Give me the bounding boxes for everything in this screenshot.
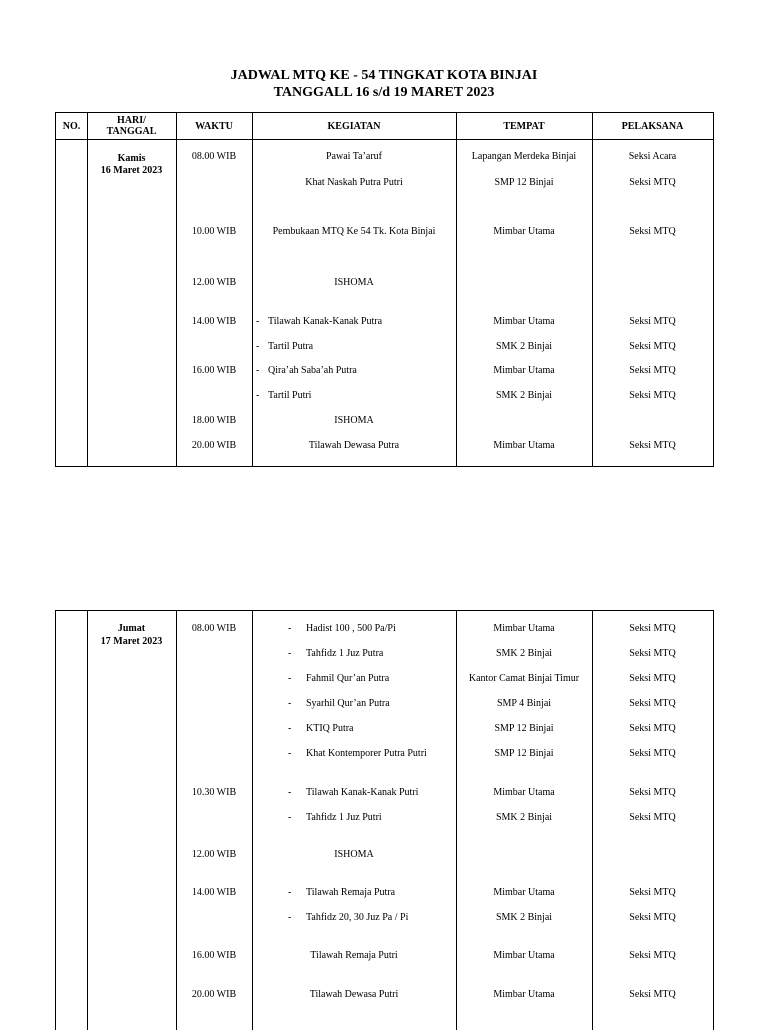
column-divider — [176, 113, 177, 466]
organizer-cell: Seksi MTQ — [629, 989, 676, 1000]
place-cell: SMK 2 Binjai — [495, 648, 553, 659]
organizer-cell: Seksi MTQ — [629, 648, 676, 659]
bullet-dash: - — [288, 723, 292, 734]
document-subtitle: TANGGALL 16 s/d 19 MARET 2023 — [273, 85, 495, 100]
schedule-table-day1 — [55, 112, 714, 467]
header-waktu: WAKTU — [195, 121, 233, 132]
activity-cell: Tilawah Remaja Putra — [306, 887, 396, 898]
activity-cell: Tahfidz 1 Juz Putra — [306, 648, 384, 659]
place-cell: SMK 2 Binjai — [495, 812, 553, 823]
time-cell: 14.00 WIB — [191, 316, 237, 327]
place-cell: Mimbar Utama — [493, 787, 555, 798]
organizer-cell: Seksi MTQ — [629, 365, 676, 376]
place-cell: SMP 12 Binjai — [494, 723, 554, 734]
organizer-cell: Seksi MTQ — [629, 748, 676, 759]
organizer-cell: Seksi MTQ — [629, 390, 676, 401]
place-cell: Mimbar Utama — [493, 226, 555, 237]
place-cell: Mimbar Utama — [493, 440, 555, 451]
organizer-cell: Seksi MTQ — [629, 177, 676, 188]
place-cell: Kantor Camat Binjai Timur — [468, 673, 580, 684]
place-cell: SMP 12 Binjai — [494, 748, 554, 759]
day-name: Kamis — [117, 153, 146, 164]
place-cell: SMK 2 Binjai — [495, 390, 553, 401]
bullet-dash: - — [288, 623, 292, 634]
column-divider — [592, 113, 593, 466]
organizer-cell: Seksi MTQ — [629, 440, 676, 451]
activity-cell: Khat Kontemporer Putra Putri — [306, 748, 427, 759]
bullet-dash: - — [256, 341, 260, 352]
activity-cell: Tartil Putri — [268, 390, 312, 401]
bullet-dash: - — [288, 648, 292, 659]
activity-cell: Tahfidz 20, 30 Juz Pa / Pi — [306, 912, 409, 923]
schedule-table-day2 — [55, 610, 714, 1030]
column-divider — [456, 113, 457, 466]
bullet-dash: - — [256, 390, 260, 401]
organizer-cell: Seksi MTQ — [629, 950, 676, 961]
organizer-cell: Seksi MTQ — [629, 341, 676, 352]
bullet-dash: - — [288, 812, 292, 823]
activity-cell: Qira’ah Saba’ah Putra — [268, 365, 357, 376]
header-tempat: TEMPAT — [503, 121, 545, 132]
bullet-dash: - — [288, 673, 292, 684]
day-name: Jumat — [117, 623, 146, 634]
time-cell: 20.00 WIB — [191, 989, 237, 1000]
place-cell: SMP 4 Binjai — [496, 698, 552, 709]
activity-cell: Hadist 100 , 500 Pa/Pi — [306, 623, 396, 634]
activity-cell: Tilawah Kanak-Kanak Putra — [268, 316, 383, 327]
bullet-dash: - — [288, 748, 292, 759]
time-cell: 20.00 WIB — [191, 440, 237, 451]
time-cell: 12.00 WIB — [191, 849, 237, 860]
header-kegiatan: KEGIATAN — [327, 121, 381, 132]
bullet-dash: - — [288, 912, 292, 923]
activity-cell: Tilawah Kanak-Kanak Putri — [306, 787, 419, 798]
place-cell: SMK 2 Binjai — [495, 341, 553, 352]
place-cell: Mimbar Utama — [493, 950, 555, 961]
column-divider — [87, 611, 88, 1030]
organizer-cell: Seksi Acara — [628, 151, 677, 162]
bullet-dash: - — [288, 698, 292, 709]
organizer-cell: Seksi MTQ — [629, 623, 676, 634]
day-date: 16 Maret 2023 — [100, 165, 163, 176]
activity-cell: ISHOMA — [334, 277, 374, 288]
place-cell: Mimbar Utama — [493, 316, 555, 327]
activity-cell: Tilawah Dewasa Putri — [309, 989, 399, 1000]
header-hari-line2: TANGGAL — [106, 126, 157, 137]
header-no: NO. — [62, 121, 81, 132]
activity-cell: Tilawah Remaja Putri — [310, 950, 398, 961]
place-cell: Mimbar Utama — [493, 989, 555, 1000]
organizer-cell: Seksi MTQ — [629, 226, 676, 237]
activity-cell: Tahfidz 1 Juz Putri — [306, 812, 382, 823]
header-hari-line1: HARI/ — [117, 115, 146, 126]
time-cell: 16.00 WIB — [191, 950, 237, 961]
activity-cell: KTIQ Putra — [306, 723, 354, 734]
activity-cell: ISHOMA — [334, 849, 374, 860]
place-cell: SMP 12 Binjai — [494, 177, 554, 188]
bullet-dash: - — [288, 887, 292, 898]
time-cell: 18.00 WIB — [191, 415, 237, 426]
column-divider — [252, 113, 253, 466]
organizer-cell: Seksi MTQ — [629, 912, 676, 923]
column-divider — [252, 611, 253, 1030]
time-cell: 08.00 WIB — [191, 623, 237, 634]
organizer-cell: Seksi MTQ — [629, 316, 676, 327]
organizer-cell: Seksi MTQ — [629, 787, 676, 798]
organizer-cell: Seksi MTQ — [629, 723, 676, 734]
activity-cell: ISHOMA — [334, 415, 374, 426]
bullet-dash: - — [256, 365, 260, 376]
organizer-cell: Seksi MTQ — [629, 698, 676, 709]
document-title: JADWAL MTQ KE - 54 TINGKAT KOTA BINJAI — [230, 68, 538, 83]
activity-cell: Pembukaan MTQ Ke 54 Tk. Kota Binjai — [272, 226, 436, 237]
activity-cell: Tartil Putra — [268, 341, 314, 352]
header-divider — [56, 139, 713, 140]
activity-cell: Pawai Ta’aruf — [325, 151, 383, 162]
header-pelaksana: PELAKSANA — [621, 121, 684, 132]
place-cell: Lapangan Merdeka Binjai — [471, 151, 577, 162]
organizer-cell: Seksi MTQ — [629, 887, 676, 898]
bullet-dash: - — [288, 787, 292, 798]
activity-cell: Khat Naskah Putra Putri — [305, 177, 403, 188]
time-cell: 12.00 WIB — [191, 277, 237, 288]
time-cell: 10.00 WIB — [191, 226, 237, 237]
column-divider — [176, 611, 177, 1030]
place-cell: Mimbar Utama — [493, 365, 555, 376]
day-date: 17 Maret 2023 — [100, 636, 163, 647]
time-cell: 10.30 WIB — [191, 787, 237, 798]
place-cell: Mimbar Utama — [493, 623, 555, 634]
organizer-cell: Seksi MTQ — [629, 812, 676, 823]
organizer-cell: Seksi MTQ — [629, 673, 676, 684]
bullet-dash: - — [256, 316, 260, 327]
place-cell: SMK 2 Binjai — [495, 912, 553, 923]
activity-cell: Fahmil Qur’an Putra — [306, 673, 390, 684]
activity-cell: Tilawah Dewasa Putra — [308, 440, 400, 451]
time-cell: 08.00 WIB — [191, 151, 237, 162]
activity-cell: Syarhil Qur’an Putra — [306, 698, 390, 709]
time-cell: 16.00 WIB — [191, 365, 237, 376]
time-cell: 14.00 WIB — [191, 887, 237, 898]
place-cell: Mimbar Utama — [493, 887, 555, 898]
